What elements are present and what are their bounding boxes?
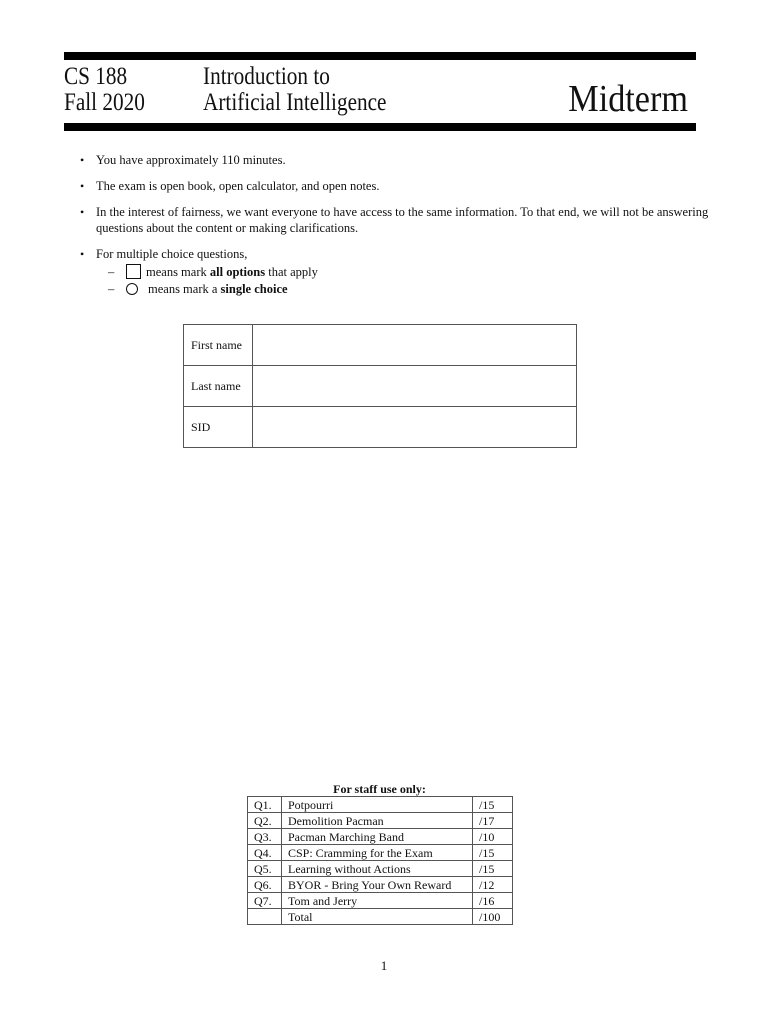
bullet-icon: • bbox=[80, 205, 85, 219]
course-title-line1: Introduction to bbox=[203, 63, 330, 90]
sid-field[interactable] bbox=[253, 407, 577, 448]
question-points: /15 bbox=[473, 861, 513, 877]
table-row bbox=[248, 877, 513, 893]
staff-score-table bbox=[247, 796, 513, 925]
staff-table-title: For staff use only: bbox=[333, 782, 426, 796]
question-name: CSP: Cramming for the Exam bbox=[282, 845, 473, 861]
course-block bbox=[64, 64, 145, 116]
instruction-item: • You have approximately 110 minutes. bbox=[80, 153, 286, 167]
student-id-form bbox=[183, 324, 577, 448]
question-points: /15 bbox=[473, 845, 513, 861]
table-row bbox=[248, 893, 513, 909]
course-term: Fall 2020 bbox=[64, 89, 145, 116]
question-number: Q6. bbox=[248, 877, 282, 893]
single-choice-legend: – means mark a single choice bbox=[108, 282, 288, 296]
table-row bbox=[248, 813, 513, 829]
sid-label: SID bbox=[184, 407, 253, 448]
last-name-label: Last name bbox=[184, 366, 253, 407]
radio-circle-icon bbox=[126, 283, 138, 295]
table-row bbox=[248, 861, 513, 877]
question-number: Q7. bbox=[248, 893, 282, 909]
bullet-icon: • bbox=[80, 179, 85, 193]
question-number: Q4. bbox=[248, 845, 282, 861]
header-top-rule bbox=[64, 52, 696, 60]
question-number: Q1. bbox=[248, 797, 282, 813]
instruction-item: • For multiple choice questions, bbox=[80, 247, 248, 261]
first-name-row bbox=[184, 325, 577, 366]
question-points: /10 bbox=[473, 829, 513, 845]
header-bottom-rule bbox=[64, 123, 696, 131]
course-title-line2: Artificial Intelligence bbox=[203, 89, 387, 116]
question-name: BYOR - Bring Your Own Reward bbox=[282, 877, 473, 893]
question-name: Potpourri bbox=[282, 797, 473, 813]
bullet-icon: • bbox=[80, 153, 85, 167]
question-name: Pacman Marching Band bbox=[282, 829, 473, 845]
checkbox-icon bbox=[126, 264, 141, 279]
question-number: Q5. bbox=[248, 861, 282, 877]
table-row bbox=[248, 797, 513, 813]
question-number bbox=[248, 909, 282, 925]
multi-select-legend: – means mark all options that apply bbox=[108, 265, 318, 279]
question-name: Demolition Pacman bbox=[282, 813, 473, 829]
first-name-field[interactable] bbox=[253, 325, 577, 366]
course-title-block bbox=[203, 64, 386, 116]
question-points: /17 bbox=[473, 813, 513, 829]
table-row bbox=[248, 909, 513, 925]
question-points: /100 bbox=[473, 909, 513, 925]
question-points: /16 bbox=[473, 893, 513, 909]
exam-type: Midterm bbox=[568, 78, 688, 120]
bullet-icon: • bbox=[80, 247, 85, 261]
instructions-list bbox=[80, 152, 710, 298]
fairness-line2: questions about the content or making clarifications. bbox=[96, 221, 359, 235]
table-row bbox=[248, 845, 513, 861]
question-name: Tom and Jerry bbox=[282, 893, 473, 909]
fairness-line1: In the interest of fairness, we want everyone to have access to the same information. To that end, we will not be answering bbox=[96, 205, 709, 219]
question-points: /12 bbox=[473, 877, 513, 893]
table-row bbox=[248, 829, 513, 845]
last-name-row bbox=[184, 366, 577, 407]
question-number: Q2. bbox=[248, 813, 282, 829]
question-name: Learning without Actions bbox=[282, 861, 473, 877]
last-name-field[interactable] bbox=[253, 366, 577, 407]
instruction-item: • The exam is open book, open calculator, and open notes. bbox=[80, 179, 380, 193]
sid-row bbox=[184, 407, 577, 448]
first-name-label: First name bbox=[184, 325, 253, 366]
page-number: 1 bbox=[380, 958, 388, 973]
question-name: Total bbox=[282, 909, 473, 925]
question-number: Q3. bbox=[248, 829, 282, 845]
course-code: CS 188 bbox=[64, 63, 128, 90]
instruction-item bbox=[80, 204, 710, 236]
question-points: /15 bbox=[473, 797, 513, 813]
